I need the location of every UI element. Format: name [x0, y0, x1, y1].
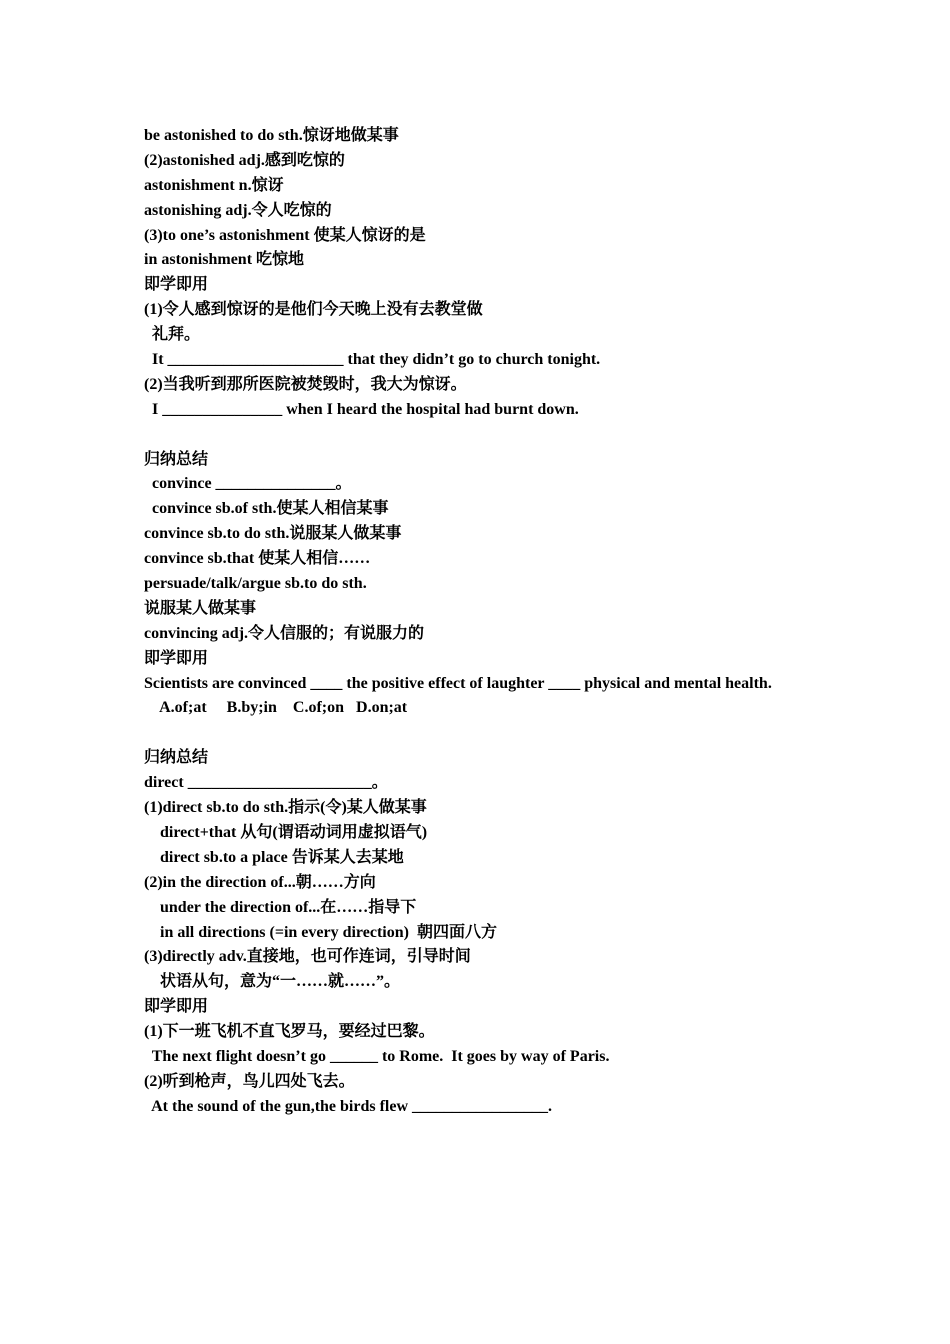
exercise-prompt: (2)当我听到那所医院被焚毁时，我大为惊讶。: [144, 375, 467, 393]
text-line: in all directions (=in every direction) 朝四面八方: [144, 923, 497, 941]
text-line: 状语从句，意为“一……就……”。: [144, 973, 401, 991]
section-heading: 归纳总结: [144, 749, 209, 767]
text-line: convince sb.that 使某人相信……: [144, 550, 371, 568]
text-line: under the direction of...在……指导下: [144, 898, 417, 916]
document-body: [144, 124, 824, 1120]
exercise-sentence: It ______________________ that they didn’t go to church tonight.: [144, 351, 601, 369]
text-line: direct sb.to a place 告诉某人去某地: [144, 848, 404, 866]
exercise-prompt: 礼拜。: [144, 326, 201, 344]
text-line: be astonished to do sth.惊讶地做某事: [144, 127, 399, 144]
section-heading: 即学即用: [144, 276, 209, 294]
exercise-sentence: The next flight doesn’t go ______ to Rome. It goes by way of Paris.: [144, 1047, 610, 1065]
exercise-sentence: Scientists are convinced ____ the positive effect of laughter ____ physical and mental health.: [144, 674, 772, 692]
text-line: (1)direct sb.to do sth.指示(令)某人做某事: [144, 799, 427, 817]
text-line: (3)to one’s astonishment 使某人惊讶的是: [144, 226, 426, 244]
blank-line: [144, 721, 824, 746]
text-line: convince _______________。: [144, 475, 352, 493]
text-line: direct _______________________。: [144, 774, 388, 792]
text-line: (2)astonished adj.感到吃惊的: [144, 151, 345, 169]
text-line: (2)in the direction of...朝……方向: [144, 873, 376, 891]
text-line: astonishing adj.令人吃惊的: [144, 201, 332, 219]
section-heading: 归纳总结: [144, 450, 209, 468]
text-line: astonishment n.惊讶: [144, 176, 284, 194]
exercise-prompt: (1)下一班飞机不直飞罗马，要经过巴黎。: [144, 1023, 435, 1041]
text-line: persuade/talk/argue sb.to do sth.: [144, 575, 367, 593]
answer-options: A.of;at B.by;in C.of;on D.on;at: [144, 699, 408, 717]
text-line: (3)directly adv.直接地，也可作连词，引导时间: [144, 948, 471, 966]
exercise-prompt: (1)令人感到惊讶的是他们今天晚上没有去教堂做: [144, 301, 483, 319]
section-heading: 即学即用: [144, 998, 209, 1016]
text-line: convince sb.of sth.使某人相信某事: [144, 500, 389, 518]
text-line: 说服某人做某事: [144, 599, 257, 617]
text-line: convince sb.to do sth.说服某人做某事: [144, 525, 402, 543]
exercise-sentence: At the sound of the gun,the birds flew _________________.: [144, 1097, 553, 1115]
exercise-prompt: (2)听到枪声，鸟儿四处飞去。: [144, 1072, 355, 1090]
text-line: in astonishment 吃惊地: [144, 251, 305, 269]
blank-line: [144, 423, 824, 448]
section-heading: 即学即用: [144, 649, 209, 667]
text-line: convincing adj.令人信服的；有说服力的: [144, 624, 425, 642]
text-line: direct+that 从句(谓语动词用虚拟语气): [144, 823, 428, 841]
exercise-sentence: I _______________ when I heard the hospital had burnt down.: [144, 400, 579, 418]
